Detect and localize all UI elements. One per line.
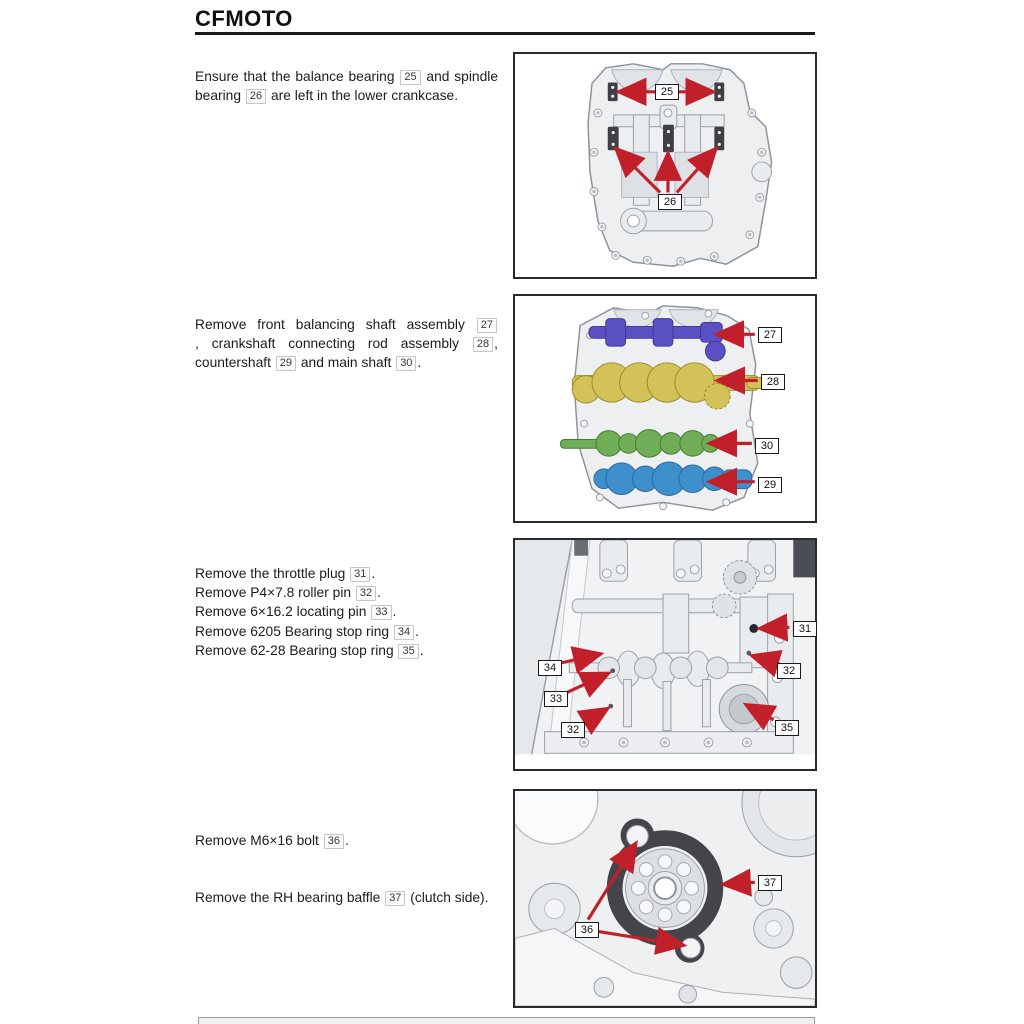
part-ref-31: 31: [350, 567, 370, 582]
figure-callout-37: 37: [758, 875, 782, 891]
part-ref-29: 29: [276, 356, 296, 371]
figure-upper-crankcase: [513, 538, 817, 771]
figure-callout-25: 25: [655, 84, 679, 100]
instruction-line: Remove 6×16.2 locating pin 33 .: [195, 604, 397, 620]
part-ref-35: 35: [398, 644, 418, 659]
figure-callout-32-right: 32: [777, 663, 801, 679]
part-ref-25: 25: [400, 70, 420, 85]
part-ref-28: 28: [473, 337, 493, 352]
figure-shaft-assemblies: [513, 294, 817, 523]
part-ref-27: 27: [477, 318, 497, 333]
part-ref-33: 33: [371, 605, 391, 620]
figure-lower-crankcase: [513, 52, 817, 279]
part-ref-32: 32: [356, 586, 376, 601]
instruction-line: Remove 6205 Bearing stop ring 34 .: [195, 623, 419, 639]
instruction-line: Remove P4×7.8 roller pin 32 .: [195, 585, 381, 601]
figure-callout-36: 36: [575, 922, 599, 938]
figure-callout-33: 33: [544, 691, 568, 707]
figure-callout-29: 29: [758, 477, 782, 493]
figure-callout-26: 26: [658, 194, 682, 210]
instruction-line: Remove 62-28 Bearing stop ring 35 .: [195, 642, 424, 658]
part-ref-36: 36: [324, 834, 344, 849]
bearing-baffle-illustration: [515, 791, 815, 1006]
instruction-remove-bolt: Remove M6×16 bolt 36 .: [195, 833, 349, 848]
instruction-line: Remove the throttle plug 31 .: [195, 566, 376, 581]
part-ref-30: 30: [396, 356, 416, 371]
next-figure-top-edge: [198, 1017, 815, 1024]
figure-callout-35: 35: [775, 720, 799, 736]
figure-callout-30: 30: [755, 438, 779, 454]
bearing: [626, 849, 705, 928]
part-ref-26: 26: [246, 89, 266, 104]
instruction-balance-bearing: Ensure that the balance bearing 25 and spindle bearing 26 are left in the lower crankcase.: [195, 69, 498, 103]
upper-crankcase-illustration: [515, 540, 815, 769]
figure-callout-28: 28: [761, 374, 785, 390]
figure-callout-27: 27: [758, 327, 782, 343]
instruction-remove-shafts: Remove front balancing shaft assembly 27 , crankshaft connecting rod assembly 28 , countershaft 29 and main shaft 30 .: [195, 317, 498, 370]
instruction-remove-pins-list: [195, 564, 498, 660]
figure-callout-31: 31: [793, 621, 817, 637]
part-ref-37: 37: [385, 891, 405, 906]
figure-callout-32-left: 32: [561, 722, 585, 738]
figure-bearing-baffle: [513, 789, 817, 1008]
header-rule: [195, 32, 815, 35]
brand-logo: CFMOTO: [195, 6, 293, 31]
figure-callout-34: 34: [538, 660, 562, 676]
instruction-remove-baffle: Remove the RH bearing baffle 37 (clutch side).: [195, 890, 489, 905]
part-ref-34: 34: [394, 625, 414, 640]
